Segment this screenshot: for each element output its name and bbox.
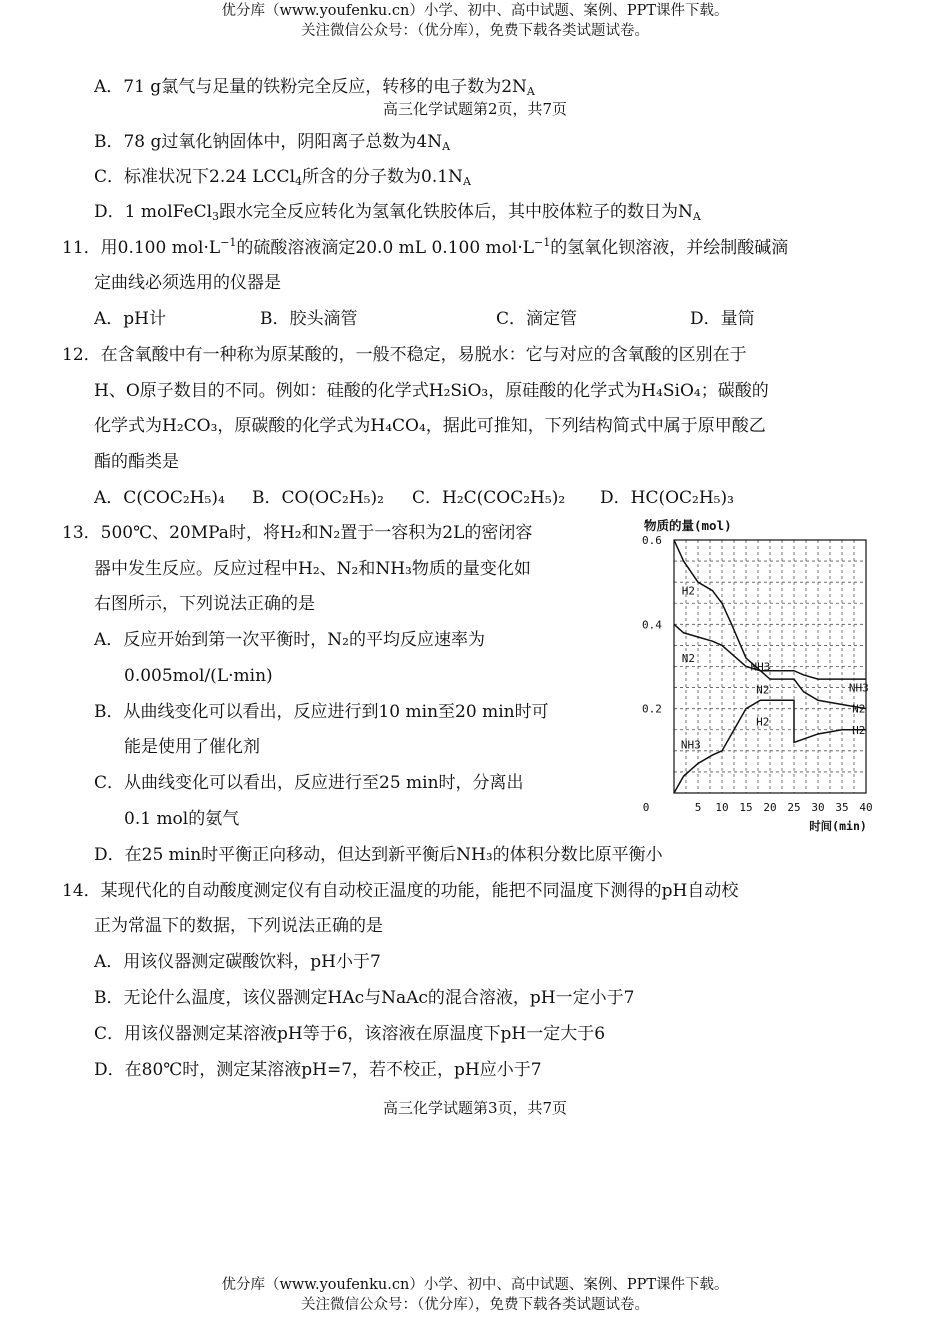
q10-option-c: C．标准状况下2.24 LCCl$_4$所含的分子数为$0.1N_A$ bbox=[94, 167, 471, 188]
series-label-h2: H2 bbox=[756, 715, 770, 729]
x-tick-label: 20 bbox=[763, 801, 777, 814]
x-tick-label: 0 bbox=[642, 801, 650, 814]
page-number: 高三化学试题第3页，共7页 bbox=[382, 1099, 568, 1117]
q12-stem-line3: 化学式为H₂CO₃，原碳酸的化学式为H₄CO₄，据此可推知，下列结构简式中属于原甲酸乙 bbox=[94, 416, 766, 436]
site-header-line1: 优分库（www.youfenku.cn）小学、初中、高中试题、案例、PPT课件下载。 bbox=[221, 3, 729, 19]
q13-option-b-line2: 能是使用了催化剂 bbox=[124, 737, 260, 757]
q14-option-b: B．无论什么温度，该仪器测定HAc与NaAc的混合溶液，pH一定小于7 bbox=[94, 988, 635, 1008]
q13-option-c-line1: C．从曲线变化可以看出，反应进行至25 min时，分离出 bbox=[94, 773, 524, 793]
q12-option-a: A．C(COC₂H₅)₄ bbox=[94, 488, 225, 508]
q12-stem-line1: 12．在含氧酸中有一种称为原某酸的，一般不稳定，易脱水：它与对应的含氧酸的区别在于 bbox=[62, 345, 747, 365]
site-footer-line2: 关注微信公众号：（优分库），免费下载各类试题试卷。 bbox=[301, 1297, 649, 1313]
x-tick-label: 10 bbox=[715, 801, 729, 814]
q10-option-b: B．78 g过氧化钠固体中，阴阳离子总数为$4N_A$ bbox=[94, 132, 451, 153]
q12-stem-line4: 酯的酯类是 bbox=[94, 452, 179, 472]
series-label-nh3: NH3 bbox=[680, 738, 701, 752]
page-number-prev: 高三化学试题第2页，共7页 bbox=[382, 100, 568, 118]
q13-stem-line1: 13．500℃、20MPa时，将H₂和N₂置于一容积为2L的密闭容 bbox=[62, 523, 533, 543]
series-label-h2: H2 bbox=[681, 584, 696, 598]
q14-option-c: C．用该仪器测定某溶液pH等于6，该溶液在原温度下pH一定大于6 bbox=[94, 1024, 606, 1044]
site-footer-line1: 优分库（www.youfenku.cn）小学、初中、高中试题、案例、PPT课件下载。 bbox=[221, 1277, 729, 1293]
q11-option-a: A．pH计 bbox=[94, 309, 166, 329]
x-tick-label: 30 bbox=[811, 801, 825, 814]
x-tick-label: 25 bbox=[787, 801, 801, 814]
x-tick-label: 40 bbox=[859, 801, 873, 814]
q12-option-d: D．HC(OC₂H₅)₃ bbox=[600, 488, 734, 508]
y-tick-label: 0.4 bbox=[642, 618, 662, 632]
q11-option-b: B．胶头滴管 bbox=[260, 309, 358, 329]
q11-stem-line1: 11．用0.100 $mol\cdot L^{-1}$的硫酸溶液滴定20.0 mL 0.100 $mol\cdot L^{-1}$的氢氧化钡溶液，并绘制酸碱滴 bbox=[62, 236, 789, 258]
q13-chart bbox=[638, 516, 883, 838]
q10-option-a: A．71 g氯气与足量的铁粉完全反应，转移的电子数为$2N_A$ bbox=[94, 77, 535, 98]
q11-option-d: D．量筒 bbox=[690, 309, 755, 329]
q12-stem-line2: H、O原子数目的不同。例如：硅酸的化学式H₂SiO₃，原硅酸的化学式为H₄SiO₄；碳酸的 bbox=[94, 381, 769, 401]
series-label-n2: N2 bbox=[852, 702, 866, 716]
series-label-h2: H2 bbox=[852, 723, 866, 737]
series-label-n2: N2 bbox=[681, 652, 696, 666]
q10-option-d: D．1 molFeCl$_3$跟水完全反应转化为氢氧化铁胶体后，其中胶体粒子的数日为$N_A$ bbox=[94, 202, 701, 223]
x-axis-label: 时间(min) bbox=[809, 819, 867, 833]
q11-option-c: C．滴定管 bbox=[496, 309, 578, 329]
site-header-line2: 关注微信公众号：（优分库），免费下载各类试题试卷。 bbox=[301, 23, 649, 39]
q14-option-d: D．在80℃时，测定某溶液pH=7，若不校正，pH应小于7 bbox=[94, 1060, 542, 1080]
q14-stem-line1: 14．某现代化的自动酸度测定仪有自动校正温度的功能，能把不同温度下测得的pH自动校 bbox=[62, 881, 739, 901]
q11-stem-line2: 定曲线必须选用的仪器是 bbox=[94, 273, 281, 293]
q12-option-c: C．H₂C(COC₂H₅)₂ bbox=[412, 488, 566, 508]
series-label-nh3: NH3 bbox=[848, 681, 869, 695]
q13-stem-line3: 右图所示，下列说法正确的是 bbox=[94, 594, 315, 614]
series-label-n2: N2 bbox=[756, 683, 770, 697]
x-tick-label: 15 bbox=[739, 801, 753, 814]
series-label-nh3: NH3 bbox=[750, 660, 771, 674]
q14-option-a: A．用该仪器测定碳酸饮料，pH小于7 bbox=[94, 952, 381, 972]
q13-option-b-line1: B．从曲线变化可以看出，反应进行到10 min至20 min时可 bbox=[94, 702, 549, 722]
q12-option-b: B．CO(OC₂H₅)₂ bbox=[252, 488, 384, 508]
x-tick-label: 5 bbox=[694, 801, 702, 814]
q13-option-a-line1: A．反应开始到第一次平衡时，N₂的平均反应速率为 bbox=[94, 630, 485, 650]
chart-title: 物质的量(mol) bbox=[644, 518, 732, 533]
q13-option-d: D．在25 min时平衡正向移动，但达到新平衡后NH₃的体积分数比原平衡小 bbox=[94, 845, 663, 865]
y-tick-label: 0.6 bbox=[642, 534, 662, 547]
q13-option-c-line2: 0.1 mol的氨气 bbox=[124, 809, 240, 829]
q13-option-a-line2: 0.005mol/(L·min) bbox=[124, 666, 273, 686]
y-tick-label: 0.2 bbox=[642, 702, 662, 716]
q14-stem-line2: 正为常温下的数据，下列说法正确的是 bbox=[94, 916, 383, 936]
q13-stem-line2: 器中发生反应。反应过程中H₂、N₂和NH₃物质的量变化如 bbox=[94, 559, 531, 579]
x-tick-label: 35 bbox=[835, 801, 849, 814]
